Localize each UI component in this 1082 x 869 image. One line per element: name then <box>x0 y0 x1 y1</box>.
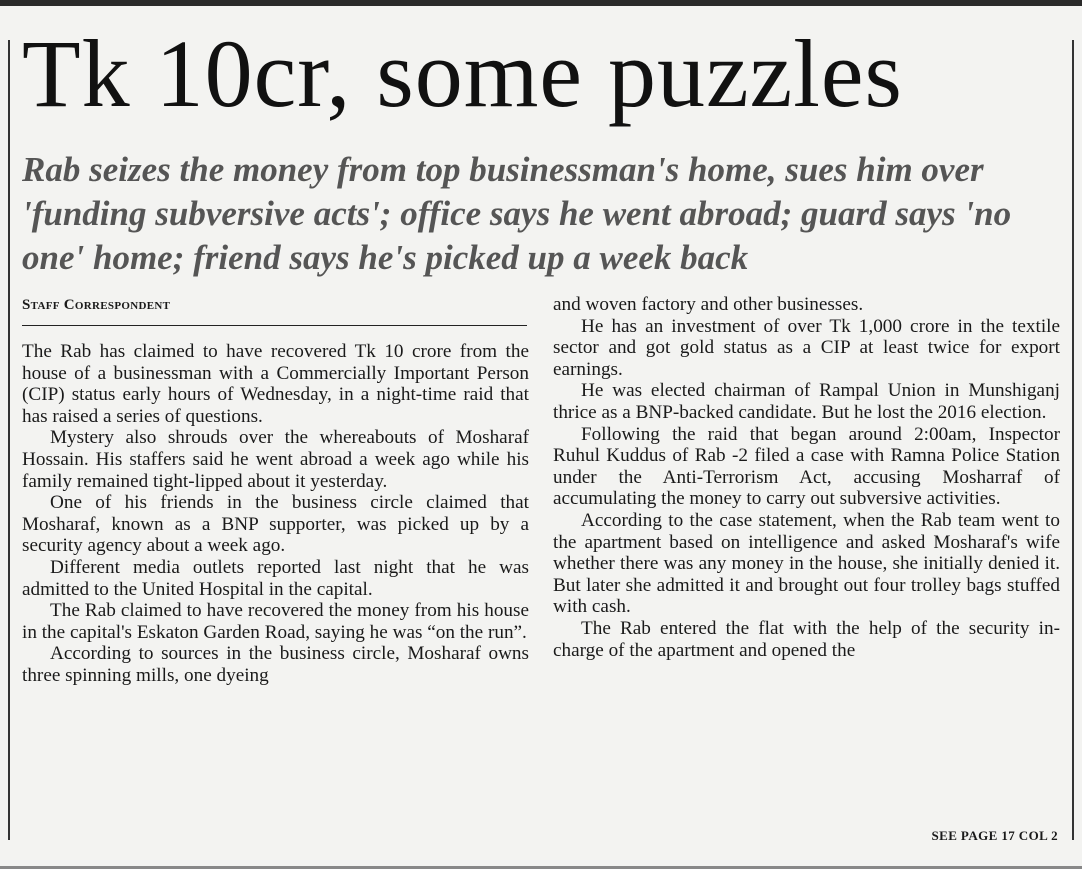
paragraph: The Rab claimed to have recovered the money from his house in the capital's Eskaton Garden Road, saying he was “on the run”. <box>22 600 529 643</box>
paragraph: He was elected chairman of Rampal Union in Munshiganj thrice as a BNP-backed candidate. But he lost the 2016 election. <box>553 380 1060 423</box>
left-border-rule <box>8 40 10 840</box>
byline-divider <box>22 325 527 326</box>
article-column-1 <box>22 341 529 687</box>
paragraph: Different media outlets reported last night that he was admitted to the United Hospital in the capital. <box>22 556 529 600</box>
article-column-2 <box>553 294 1060 661</box>
right-border-rule <box>1072 40 1074 840</box>
paragraph: The Rab has claimed to have recovered Tk 10 crore from the house of a businessman with a Commercially Important Person (CIP) status early hours of Wednesday, in a night-time raid that has raised a series of questions. <box>22 341 529 427</box>
paragraph: According to the case statement, when the Rab team went to the apartment based on intelligence and asked Mosharaf's wife whether there was any money in the house, she initially denied it. But later she admitted it and brought out four trolley bags stuffed with cash. <box>553 509 1060 618</box>
deck-subheadline: Rab seizes the money from top businessman's home, sues him over 'funding subversive acts'; office says he went abroad; guard says 'no one' home; friend says he's picked up a week back <box>22 150 1012 277</box>
paragraph: One of his friends in the business circle claimed that Mosharaf, known as a BNP supporter, was picked up by a security agency about a week ago. <box>22 492 529 557</box>
paragraph: Mystery also shrouds over the whereabouts of Mosharaf Hossain. His staffers said he went abroad a week ago while his family remained tight-lipped about it yesterday. <box>22 427 529 492</box>
continued-on-page-line: SEE PAGE 17 COL 2 <box>931 828 1058 843</box>
top-border-rule <box>0 0 1082 6</box>
headline: Tk 10cr, some puzzles <box>22 20 903 127</box>
paragraph: The Rab entered the flat with the help of the security in-charge of the apartment and opened the <box>553 617 1060 661</box>
byline: Staff Correspondent <box>22 297 171 313</box>
paragraph: According to sources in the business circle, Mosharaf owns three spinning mills, one dyeing <box>22 643 529 686</box>
paragraph-continued: and woven factory and other businesses. <box>553 294 864 315</box>
paragraph: Following the raid that began around 2:00am, Inspector Ruhul Kuddus of Rab -2 filed a case with Ramna Police Station under the Anti-Terrorism Act, accusing Mosharraf of accumulating the money to carry out subversive activities. <box>553 423 1060 510</box>
paragraph: He has an investment of over Tk 1,000 crore in the textile sector and got gold status as a CIP at least twice for export earnings. <box>553 315 1060 380</box>
